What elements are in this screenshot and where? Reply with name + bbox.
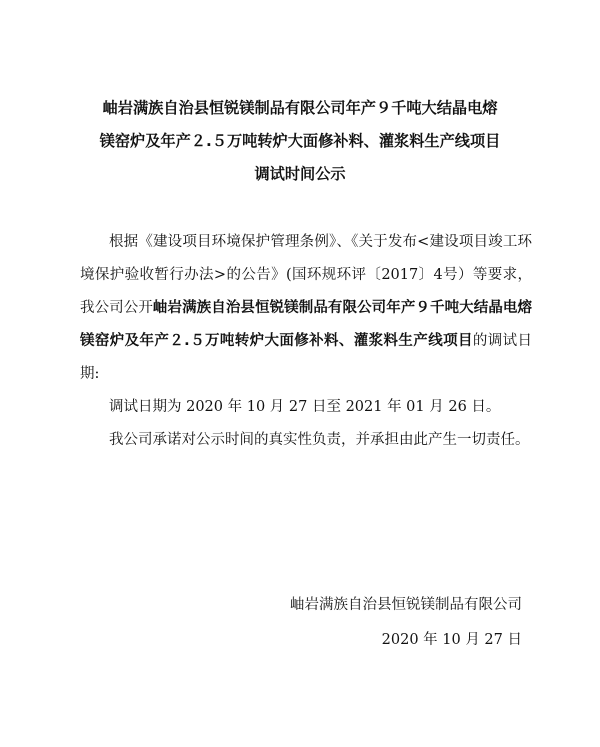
paragraph-basis-suffix: 的调试日期: [80,333,532,382]
title-line-2: 镁窑炉及年产２.５万吨转炉大面修补料、灌浆料生产线项目 [99,132,501,150]
signature-company: 岫岩满族自治县恒锐镁制品有限公司 [290,597,522,613]
paragraph-basis [80,226,532,391]
paragraph-basis-prefix: 根据《建设项目环境保护管理条例》、《关于发布<建设项目竣工环境保护验收暂行办法>的公告》(国环规环评〔2017〕4号）等要求，我公司公开 [80,234,532,316]
paragraph-commitment: 我公司承诺对公示时间的真实性负责，并承担由此产生一切责任。 [109,432,530,448]
document-title [60,92,540,191]
title-line-1: 岫岩满族自治县恒锐镁制品有限公司年产９千吨大结晶电熔 [102,99,498,117]
document-body [80,226,532,457]
paragraph-dates: 调试日期为 2020 年 10 月 27 日至 2021 年 01 月 26 日。 [109,399,501,415]
project-name: 岫岩满族自治县恒锐镁制品有限公司年产９千吨大结晶电熔镁窑炉及年产２.５万吨转炉大面修补料、灌浆料生产线项目 [80,300,533,349]
title-line-3: 调试时间公示 [254,165,346,183]
signature-date: 2020 年 10 月 27 日 [381,632,522,648]
